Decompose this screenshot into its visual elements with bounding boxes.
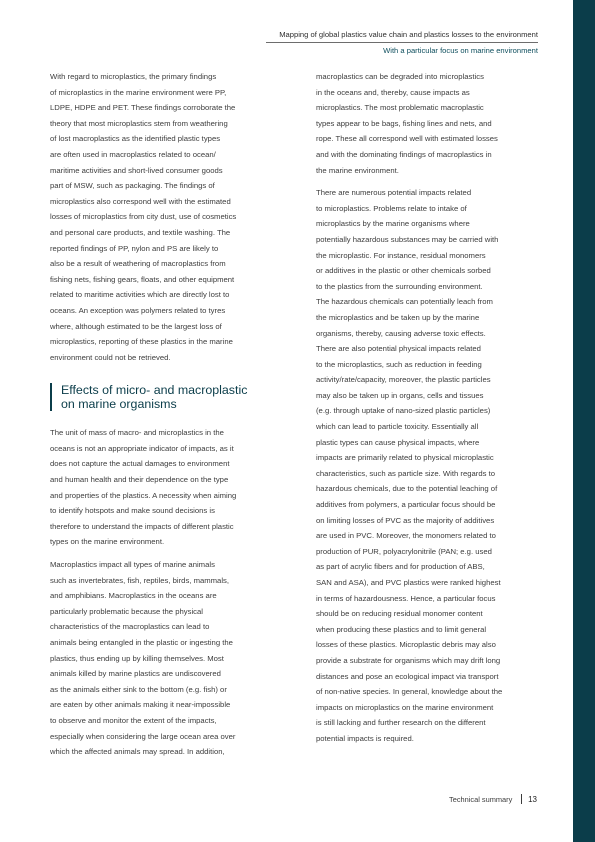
text-line: part of MSW, such as packaging. The findings of [50, 181, 215, 191]
text-line: organisms, thereby, causing adverse toxic effects. [316, 328, 486, 338]
text-line: losses of these plastics. Microplastic debris may also [316, 640, 496, 650]
text-line: additives from polymers, a particular focus should be [316, 500, 496, 510]
text-line: hazardous chemicals, due to the potential leaching of [316, 484, 498, 494]
header-title: Mapping of global plastics value chain and plastics losses to the environment [279, 30, 538, 39]
text-line: plastics, thus ending up by killing themselves. Most [50, 653, 224, 663]
text-line: reported findings of PP, nylon and PS are likely to [50, 243, 219, 253]
text-line: in the oceans and, thereby, cause impacts as [316, 87, 470, 97]
text-line: types on the marine environment. [50, 537, 165, 547]
text-line: are used in PVC. Moreover, the monomers related to [316, 531, 496, 541]
header-divider [266, 42, 538, 43]
text-line: microplastics also correspond well with the estimated [50, 196, 231, 206]
text-line: the microplastic. For instance, residual monomers [316, 250, 486, 260]
text-line: of microplastics in the marine environment were PP, [50, 87, 227, 97]
text-line: SAN and ASA), and PVC plastics were ranked highest [316, 578, 501, 587]
header-subtitle: With a particular focus on marine environment [383, 45, 538, 55]
text-line: macroplastics can be degraded into microplastics [316, 72, 484, 81]
page-number: 13 [528, 794, 537, 804]
text-line: does not capture the actual damages to environment [50, 459, 230, 469]
text-line: theory that most microplastics stem from weathering [50, 118, 228, 128]
text-line: and amphibians. Macroplastics in the oceans are [50, 591, 217, 601]
text-line: characteristics of the macroplastics can lead to [50, 622, 210, 632]
text-line: oceans. An exception was polymers related to tyres [50, 305, 226, 315]
paragraph [50, 69, 276, 365]
text-line: especially when considering the large ocean area over [50, 731, 236, 741]
paragraph [316, 185, 542, 746]
text-line: potential impacts is required. [316, 733, 414, 743]
text-line: fishing nets, fishing gears, floats, and other equipment [50, 274, 235, 284]
paragraph [50, 425, 276, 550]
text-line: provide a substrate for organisms which may drift long [316, 655, 501, 665]
text-line: plastic types can cause physical impacts, where [316, 437, 480, 447]
text-line: of lost macroplastics as the identified plastic types [50, 134, 221, 144]
text-line: to microplastics. Problems relate to intake of [316, 203, 467, 213]
text-line: and properties of the plastics. A necessity when aiming [50, 490, 237, 500]
text-line: animals being entangled in the plastic or ingesting the [50, 638, 233, 647]
text-line: to the plastics from the surrounding environment. [316, 281, 483, 291]
text-line: environment could not be retrieved. [50, 352, 171, 362]
text-line: or additives in the plastic or other chemicals sorbed [316, 266, 491, 276]
text-line: production of PUR, polyacrylonitrile (PAN; e.g. used [316, 546, 492, 556]
text-line: microplastics, reporting of these plastics in the marine [50, 337, 233, 347]
text-line: impacts on microplastics on the marine environment [316, 702, 494, 712]
text-line: losses of microplastics from city dust, use of cosmetics [50, 212, 237, 222]
text-line: activity/rate/capacity, moreover, the plastic particles [316, 375, 491, 385]
text-line: to observe and monitor the extent of the impacts, [50, 715, 217, 725]
text-line: There are numerous potential impacts related [316, 188, 472, 198]
footer-section-label: Technical summary [449, 794, 513, 804]
text-line: There are also potential physical impacts related [316, 344, 481, 354]
text-line: therefore to understand the impacts of different plastic [50, 521, 234, 531]
text-line: Effects of micro- and macroplastic [61, 383, 248, 398]
text-line: potentially hazardous substances may be carried with [316, 234, 499, 244]
text-line: are eaten by other animals making it near-impossible [50, 700, 231, 710]
text-line: where, although estimated to be the largest loss of [50, 321, 222, 331]
text-line: on marine organisms [61, 397, 177, 412]
text-line: such as invertebrates, fish, reptiles, birds, mammals, [50, 575, 230, 585]
text-line: to the microplastics, such as reduction in feeding [316, 359, 482, 369]
page-footer [449, 794, 537, 804]
text-line: animals killed by marine plastics are undiscovered [50, 669, 221, 679]
text-line: distances and pose an ecological impact via transport [316, 671, 499, 681]
text-line: are often used in macroplastics related to ocean/ [50, 149, 216, 159]
text-line: (e.g. through uptake of nano-sized plastic particles) [316, 406, 491, 416]
text-line: related to maritime activities which are directly lost to [50, 290, 230, 300]
text-line: which the affected animals may spread. In addition, [50, 747, 225, 757]
text-line: of non-native species. In general, knowledge about the [316, 687, 503, 697]
side-color-bar [573, 0, 595, 842]
text-line: may also be taken up in organs, cells and tissues [316, 390, 484, 400]
text-line: on limiting losses of PVC as the majority of additives [316, 515, 495, 525]
text-line: oceans is not an appropriate indicator of impacts, as it [50, 443, 234, 453]
text-line: With regard to microplastics, the primary findings [50, 72, 217, 81]
text-line: when producing these plastics and to limit general [316, 624, 487, 634]
paragraph [316, 69, 542, 178]
footer-divider [521, 794, 522, 804]
text-line: should be on reducing residual monomer content [316, 609, 483, 619]
text-line: The unit of mass of macro- and microplastics in the [50, 428, 224, 438]
text-line: characteristics, such as particle size. With regards to [316, 468, 496, 478]
right-column [316, 69, 542, 754]
text-line: is still lacking and further research on the different [316, 718, 486, 728]
text-line: microplastics by the marine organisms where [316, 219, 470, 229]
text-line: LDPE, HDPE and PET. These findings corroborate the [50, 103, 236, 113]
text-line: types appear to be bags, fishing lines and nets, and [316, 118, 492, 128]
paragraph [50, 557, 276, 760]
text-line: as the animals either sink to the bottom (e.g. fish) or [50, 684, 227, 694]
text-line: in terms of hazardousness. Hence, a particular focus [316, 593, 496, 603]
text-line: which can lead to particle toxicity. Essentially all [316, 422, 479, 432]
running-header [266, 29, 538, 57]
text-line: the marine environment. [316, 165, 399, 175]
left-column [50, 69, 276, 767]
text-line: impacts are primarily related to physical microplastic [316, 453, 494, 463]
text-line: rope. These all correspond well with estimated losses [316, 134, 498, 144]
text-line: also be a result of weathering of macroplastics from [50, 259, 226, 269]
text-line: particularly problematic because the physical [50, 606, 203, 616]
text-line: The hazardous chemicals can potentially leach from [316, 297, 493, 307]
text-line: to identify hotspots and make sound decisions is [50, 506, 215, 516]
text-line: maritime activities and short-lived consumer goods [50, 165, 223, 175]
text-line: the microplastics and be taken up by the marine [316, 312, 480, 322]
text-line: and personal care products, and textile washing. The [50, 227, 231, 237]
section-heading [50, 383, 276, 411]
text-line: microplastics. The most problematic macroplastic [316, 103, 484, 113]
text-line: as part of acrylic fibers and for production of ABS, [316, 562, 485, 572]
text-line: Macroplastics impact all types of marine animals [50, 560, 215, 570]
text-line: and human health and their dependence on the type [50, 475, 229, 485]
text-line: and with the dominating findings of macroplastics in [316, 149, 492, 159]
